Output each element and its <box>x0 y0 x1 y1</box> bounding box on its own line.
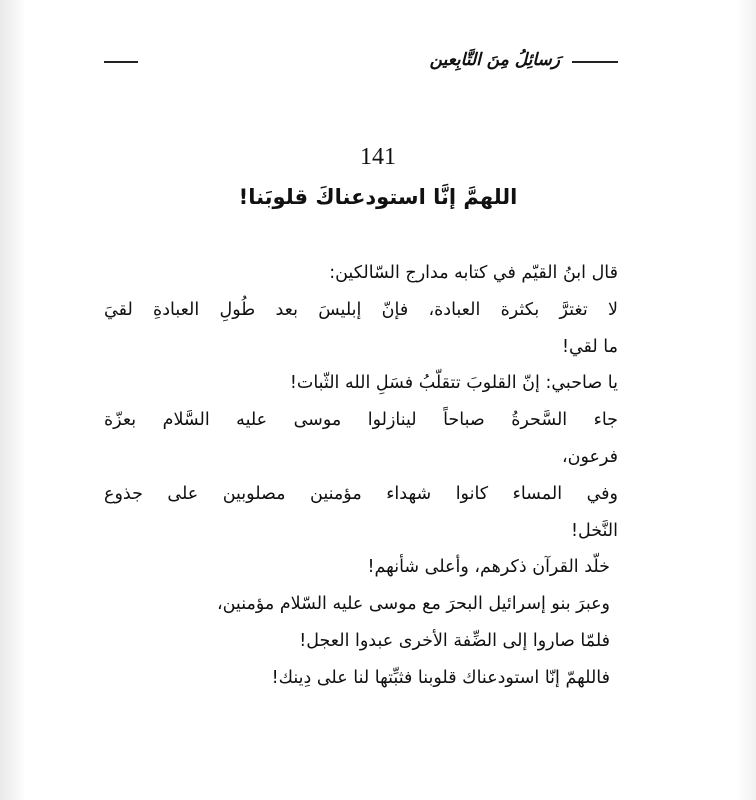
page-edge-shadow-right <box>736 0 756 800</box>
body-line: وعبرَ بنو إسرائيل البحرَ مع موسى عليه السّلام مؤمنين، <box>216 594 610 615</box>
book-title: رَسائِلُ مِنَ التَّابِعين <box>429 50 560 70</box>
header-rule-right <box>572 61 618 63</box>
section-title: اللهمَّ إنَّا استودعناكَ قلوبَنا! <box>238 185 518 209</box>
body-line: فلمّا صاروا إلى الضِّفة الأخرى عبدوا العجل! <box>299 630 610 651</box>
body-line: فرعون، <box>561 446 618 467</box>
body-line: فاللهمّ إنّا استودعناك قلوبنا فثبِّتها لنا على دِينك! <box>271 667 610 688</box>
page-edge-shadow <box>0 0 26 800</box>
body-line: وفي المساء كانوا شهداء مؤمنين مصلوبين على جذوع <box>104 483 618 504</box>
body-line: النَّخل! <box>570 520 618 541</box>
running-header <box>104 46 618 74</box>
body-line: ما لقي! <box>561 336 618 357</box>
body-text <box>104 255 618 697</box>
body-line: جاء السَّحرةُ صباحاً لينازلوا موسى عليه السَّلام بعزّة <box>104 410 618 431</box>
body-line: خلّد القرآن ذكرهم، وأعلى شأنهم! <box>367 557 610 578</box>
body-line: لا تغترَّ بكثرة العبادة، فإنّ إبليسَ بعد طُولِ العبادةِ لقيَ <box>104 299 618 320</box>
section-number: 141 <box>360 144 396 170</box>
body-line: يا صاحبي: إنّ القلوبَ تتقلّبُ فسَلِ الله الثّبات! <box>289 373 618 394</box>
body-line: قال ابنُ القيّم في كتابه مدارج السّالكين: <box>329 263 618 283</box>
header-rule-left <box>104 61 138 63</box>
